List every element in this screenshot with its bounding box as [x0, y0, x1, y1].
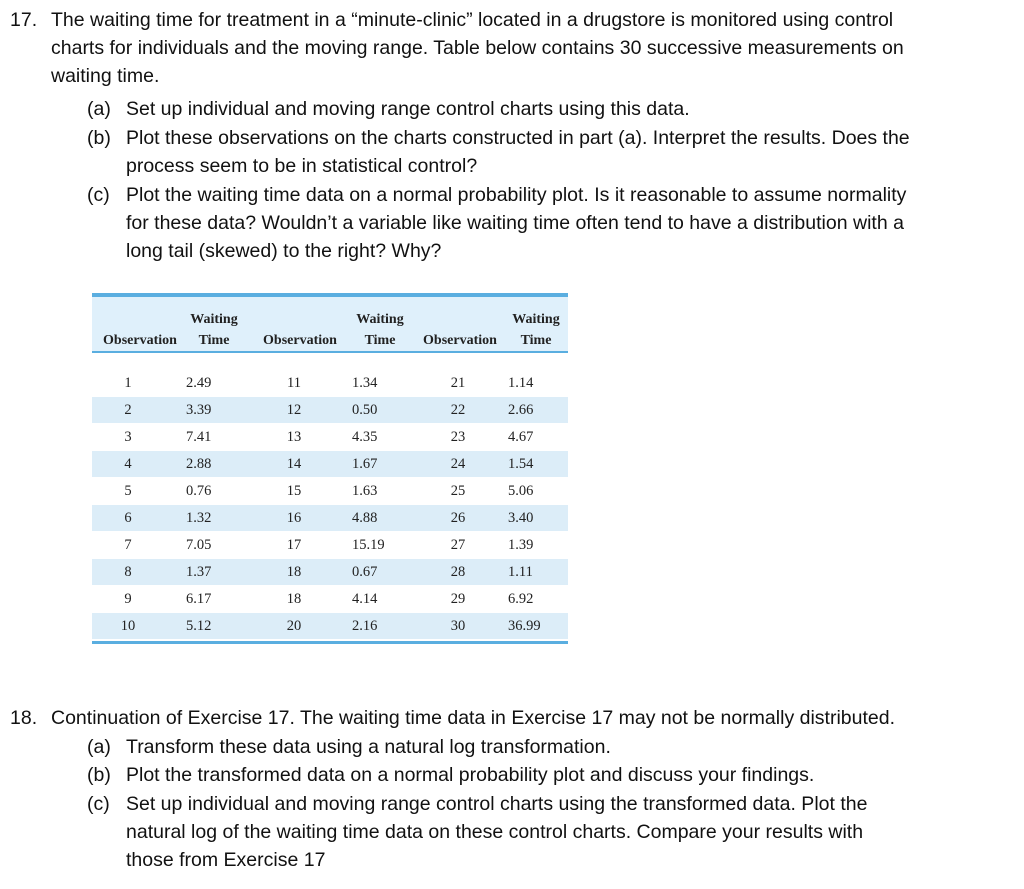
- table-cell: 1.32: [186, 510, 212, 526]
- table-cell: 1.37: [186, 564, 212, 580]
- part-text-line: Set up individual and moving range control charts using the transformed data. Plot the: [126, 793, 868, 815]
- table-cell: 5.12: [186, 618, 212, 634]
- table-cell: 22: [450, 402, 466, 418]
- table-cell: 7: [124, 537, 132, 553]
- part-text-line: Set up individual and moving range control charts using this data.: [126, 98, 690, 120]
- part-text-line: process seem to be in statistical control?: [126, 155, 478, 177]
- table-row: [92, 586, 568, 612]
- table-row: [92, 370, 568, 396]
- table-cell: 17: [286, 537, 302, 553]
- table-row: [92, 613, 568, 639]
- table-cell: 2.16: [352, 618, 378, 634]
- part-label: (c): [87, 793, 110, 815]
- problem-number: 18.: [10, 707, 38, 729]
- table-cell: 4.88: [352, 510, 378, 526]
- table-cell: 4.35: [352, 429, 378, 445]
- table-row: [92, 424, 568, 450]
- table-cell: 13: [286, 429, 302, 445]
- table-cell: 24: [450, 456, 466, 472]
- problem-text-line: charts for individuals and the moving range. Table below contains 30 successive measurements on: [51, 37, 904, 59]
- column-header: Time: [520, 333, 552, 348]
- table-cell: 0.76: [186, 483, 212, 499]
- part-text-line: Plot the waiting time data on a normal probability plot. Is it reasonable to assume normality: [126, 184, 907, 206]
- table-cell: 2.88: [186, 456, 212, 472]
- table-cell: 4.14: [352, 591, 378, 607]
- table-cell: 2: [124, 402, 132, 418]
- part-text-line: for these data? Wouldn’t a variable like waiting time often tend to have a distribution with a: [126, 212, 904, 234]
- table-cell: 9: [124, 591, 132, 607]
- table-row: [92, 451, 568, 477]
- table-cell: 3: [124, 429, 132, 445]
- table-cell: 5.06: [508, 483, 534, 499]
- table-row: [92, 505, 568, 531]
- table-cell: 3.40: [508, 510, 534, 526]
- table-cell: 20: [286, 618, 302, 634]
- table-cell: 18: [286, 564, 302, 580]
- table-cell: 1.63: [352, 483, 378, 499]
- part-label: (b): [87, 764, 111, 786]
- part-text-line: Plot these observations on the charts constructed in part (a). Interpret the results. Does the: [126, 127, 910, 149]
- table-cell: 18: [286, 591, 302, 607]
- table-cell: 0.50: [352, 402, 378, 418]
- part-text-line: natural log of the waiting time data on these control charts. Compare your results with: [126, 821, 864, 843]
- table-cell: 1: [124, 375, 132, 391]
- table-row: [92, 478, 568, 504]
- table-cell: 4.67: [508, 429, 534, 445]
- table-cell: 23: [450, 429, 466, 445]
- table-cell: 16: [286, 510, 302, 526]
- table-row: [92, 397, 568, 423]
- table-cell: 7.05: [186, 537, 212, 553]
- table-cell: 6.17: [186, 591, 212, 607]
- column-header: Observation: [103, 333, 177, 348]
- table-cell: 29: [450, 591, 466, 607]
- table-cell: 15.19: [352, 537, 385, 553]
- table-row: [92, 532, 568, 558]
- column-header: Waiting: [190, 312, 238, 327]
- table-cell: 1.11: [508, 564, 533, 580]
- table-cell: 1.67: [352, 456, 378, 472]
- part-label: (a): [87, 98, 111, 120]
- column-header: Waiting: [512, 312, 560, 327]
- table-cell: 26: [450, 510, 466, 526]
- table-cell: 30: [450, 618, 466, 634]
- part-label: (b): [87, 127, 111, 149]
- problem-text-line: waiting time.: [51, 65, 160, 87]
- table-header-rule: [92, 351, 568, 353]
- table-cell: 1.39: [508, 537, 534, 553]
- table-bottom-rule: [92, 641, 568, 644]
- table-cell: 1.14: [508, 375, 534, 391]
- table-cell: 2.66: [508, 402, 534, 418]
- problem-text-line: Continuation of Exercise 17. The waiting time data in Exercise 17 may not be normally distributed.: [51, 707, 895, 729]
- table-cell: 25: [450, 483, 466, 499]
- table-cell: 28: [450, 564, 466, 580]
- table-cell: 0.67: [352, 564, 378, 580]
- part-label: (c): [87, 184, 110, 206]
- table-cell: 12: [286, 402, 302, 418]
- part-text-line: long tail (skewed) to the right? Why?: [126, 240, 442, 262]
- table-cell: 6: [124, 510, 132, 526]
- table-row: [92, 559, 568, 585]
- table-cell: 7.41: [186, 429, 212, 445]
- part-text-line: Plot the transformed data on a normal probability plot and discuss your findings.: [126, 764, 815, 786]
- table-cell: 1.34: [352, 375, 378, 391]
- table-header: [92, 297, 568, 351]
- table-cell: 36.99: [508, 618, 541, 634]
- problem-text-line: The waiting time for treatment in a “minute-clinic” located in a drugstore is monitored using control: [51, 9, 894, 31]
- table-cell: 1.54: [508, 456, 534, 472]
- part-text-line: Transform these data using a natural log transformation.: [126, 736, 611, 758]
- table-cell: 6.92: [508, 591, 534, 607]
- table-cell: 15: [286, 483, 302, 499]
- column-header: Time: [364, 333, 396, 348]
- table-cell: 14: [286, 456, 302, 472]
- part-label: (a): [87, 736, 111, 758]
- column-header: Time: [198, 333, 230, 348]
- problem-number: 17.: [10, 9, 38, 31]
- table-cell: 21: [450, 375, 466, 391]
- table-cell: 2.49: [186, 375, 212, 391]
- table-cell: 4: [124, 456, 132, 472]
- table-cell: 11: [287, 375, 301, 391]
- table-cell: 5: [124, 483, 132, 499]
- table-cell: 27: [450, 537, 466, 553]
- part-text-line: those from Exercise 17: [126, 849, 326, 871]
- table-cell: 8: [124, 564, 132, 580]
- column-header: Observation: [423, 333, 497, 348]
- column-header: Observation: [263, 333, 337, 348]
- column-header: Waiting: [356, 312, 404, 327]
- table-cell: 3.39: [186, 402, 212, 418]
- table-cell: 10: [120, 618, 136, 634]
